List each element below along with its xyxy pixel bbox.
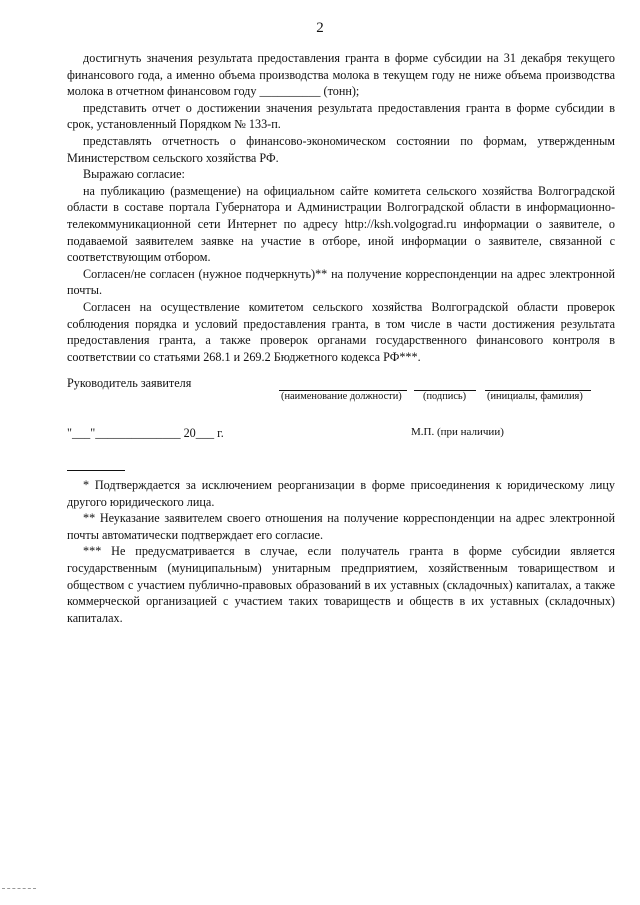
footnote-2: ** Неуказание заявителем своего отношения на получение корреспонденции на адрес электронной почты автоматически подтверждает его согласие. [67,511,615,542]
paragraph-financial-reporting: представлять отчетность о финансово-экономическом состоянии по формам, утвержденным Министерством сельского хозяйства РФ. [67,133,615,165]
paragraph-email-consent: Согласен/не согласен (нужное подчеркнуть)** на получение корреспонденции на адрес электронной почты. [67,266,615,298]
name-caption: (инициалы, фамилия) [487,391,583,402]
signature-block [67,372,615,440]
signature-caption: (подпись) [423,391,467,402]
paragraph-audit-consent: Согласен на осуществление комитетом сельского хозяйства Волгоградской области проверок соблюдения порядка и условий предоставления гранта, в том числе в части достижения результата предоставления гранта, а также проверок органами государственного финансового контроля в соответствии со статьями 268.1 и 269.2 Бюджетного кодекса РФ***. [67,299,615,364]
date-line: "___"______________ 20___ г. [67,426,224,440]
footnote-rule [67,470,125,471]
footnote-3: *** Не предусматривается в случае, если получатель гранта в форме субсидии является государственным (муниципальным) унитарным предприятием, хозяйственным товариществом и обществом с участием публично-правовых образований в их уставных (складочных) капиталах, а также коммерческой организацией с участием таких товариществ и обществ в их уставных (складочных) капиталах. [67,544,615,625]
footnotes [67,470,615,626]
footnote-1: * Подтверждается за исключением реорганизации в форме присоединения к юридическому лицу другого юридического лица. [67,478,615,509]
document-body [67,50,615,365]
signer-label: Руководитель заявителя [67,376,192,390]
paragraph-consent-heading: Выражаю согласие: [83,167,185,182]
stamp-label: М.П. (при наличии) [411,426,504,438]
paragraph-publication-consent: на публикацию (размещение) на официальном сайте комитета сельского хозяйства Волгоградской области в составе портала Губернатора и Администрации Волгоградской области в информационно-телекоммуникационной сети Интернет по адресу http://ksh.volgograd.ru информации о заявителе, о подаваемой заявителем заявке на участие в отборе, иной информации о заявителе, связанной с соответствующим отбором. [67,183,615,265]
scan-corner-mark [2,888,36,895]
paragraph-result-commitment: достигнуть значения результата предоставления гранта в форме субсидии на 31 декабря текущего финансового года, а именно объема производства молока в текущем году не ниже объема производства молока в отчетном финансовом году __________ (тонн); [67,51,615,99]
paragraph-report-commitment: представить отчет о достижении значения результата предоставления гранта в форме субсидии в срок, установленный Порядком № 133-п. [67,100,615,132]
position-caption: (наименование должности) [281,391,402,402]
page-number: 2 [316,20,324,36]
